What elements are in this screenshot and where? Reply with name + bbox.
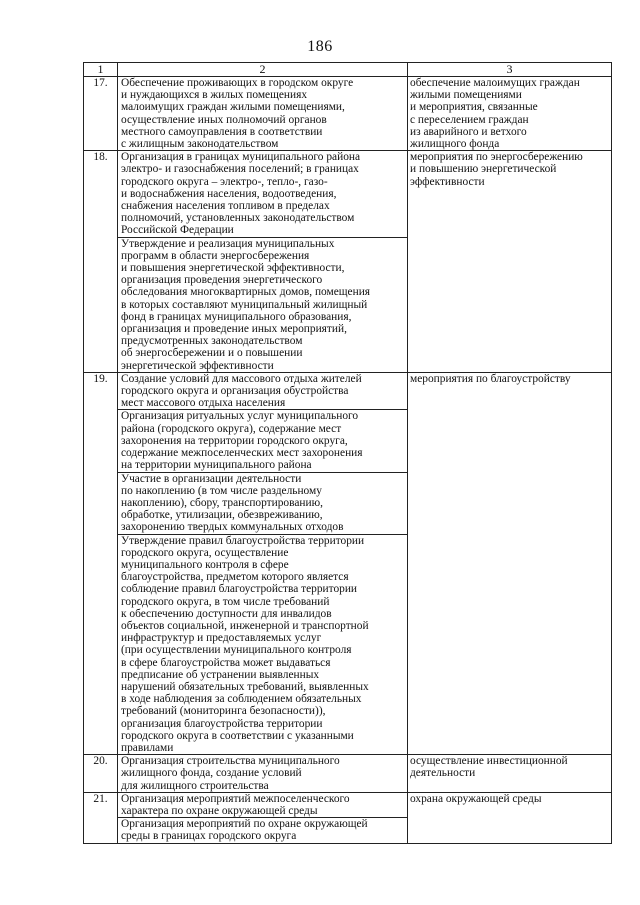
table-row: [84, 792, 612, 843]
table-header-row: [84, 63, 612, 77]
header-col-2: 2: [118, 63, 408, 77]
power-item: Утверждение и реализация муниципальных программ в области энергосбережения и повышения энергетической эффективности, организация проведения энергетического обследования многоквартирных домов, помещения в которых составляют муниципальный жилищный фонд в границах муниципального образования, организация и проведение иных мероприятий, предусмотренных законодательством об энергосбережении и о повышении энергетической эффективности: [118, 237, 407, 372]
power-item: Организация в границах муниципального района электро- и газоснабжения поселений; в границах городского округа – электро-, тепло-, газо- и водоснабжения населения, водоотведения, снабжения населения топливом в пределах полномочий, установленных законодательством Российской Федерации: [121, 151, 361, 237]
row-powers-cell: [118, 792, 408, 843]
row-number: 17.: [84, 77, 118, 151]
header-col-3: 3: [408, 63, 612, 77]
power-item: Организация мероприятий межпоселенческого характера по охране окружающей среды: [121, 792, 350, 817]
table-row: [84, 77, 612, 151]
power-item: Создание условий для массового отдыха жителей городского округа и организация обустройства мест массового отдыха населения: [121, 372, 362, 410]
document-table: [83, 62, 612, 844]
row-result-cell: мероприятия по энергосбережению и повышению энергетической эффективности: [408, 151, 612, 373]
header-col-1: 1: [84, 63, 118, 77]
power-item: Организация ритуальных услуг муниципального района (городского округа), содержание мест захоронения на территории городского округа, содержание межпоселенческих мест захоронения на территории муниципального района: [118, 409, 407, 471]
row-number: 20.: [84, 755, 118, 793]
row-powers-cell: [118, 755, 408, 793]
page-number: 186: [307, 38, 333, 55]
table-row: [84, 372, 612, 754]
row-result-cell: охрана окружающей среды: [408, 792, 612, 843]
table-row: [84, 755, 612, 793]
row-number: 18.: [84, 151, 118, 373]
power-item: Организация мероприятий по охране окружающей среды в границах городского округа: [118, 817, 407, 842]
power-item: Обеспечение проживающих в городском округе и нуждающихся в жилых помещениях малоимущих граждан жилыми помещениями, осуществление иных полномочий органов местного самоуправления в соответствии с жилищным законодательством: [121, 77, 354, 151]
row-powers-cell: [118, 77, 408, 151]
power-item: Организация строительства муниципального жилищного фонда, создание условий для жилищного строительства: [121, 755, 340, 792]
row-powers-cell: [118, 151, 408, 373]
row-result-cell: мероприятия по благоустройству: [408, 372, 612, 754]
power-item: Участие в организации деятельности по накоплению (в том числе раздельному накоплению), сбору, транспортированию, обработке, утилизации, обезвреживанию, захоронению твердых коммунальных отходов: [118, 472, 407, 534]
row-powers-cell: [118, 372, 408, 754]
row-result-cell: осуществление инвестиционной деятельности: [408, 755, 612, 793]
row-number: 19.: [84, 372, 118, 754]
power-item: Утверждение правил благоустройства территории городского округа, осуществление муниципального контроля в сфере благоустройства, предметом которого является соблюдение правил благоустройства территории городского округа, в том числе требований к обеспечению доступности для инвалидов объектов социальной, инженерной и транспортной инфраструктур и предоставляемых услуг (при осуществлении муниципального контроля в сфере благоустройства может выдаваться предписание об устранении выявленных нарушений обязательных требований, выявленных в ходе наблюдения за соблюдением обязательных требований (мониторинга безопасности)), организация благоустройства территории городского округа в соответствии с указанными правилами: [118, 534, 407, 755]
table-row: [84, 151, 612, 373]
row-result-cell: обеспечение малоимущих граждан жилыми помещениями и мероприятия, связанные с переселением граждан из аварийного и ветхого жилищного фонда: [408, 77, 612, 151]
row-number: 21.: [84, 792, 118, 843]
